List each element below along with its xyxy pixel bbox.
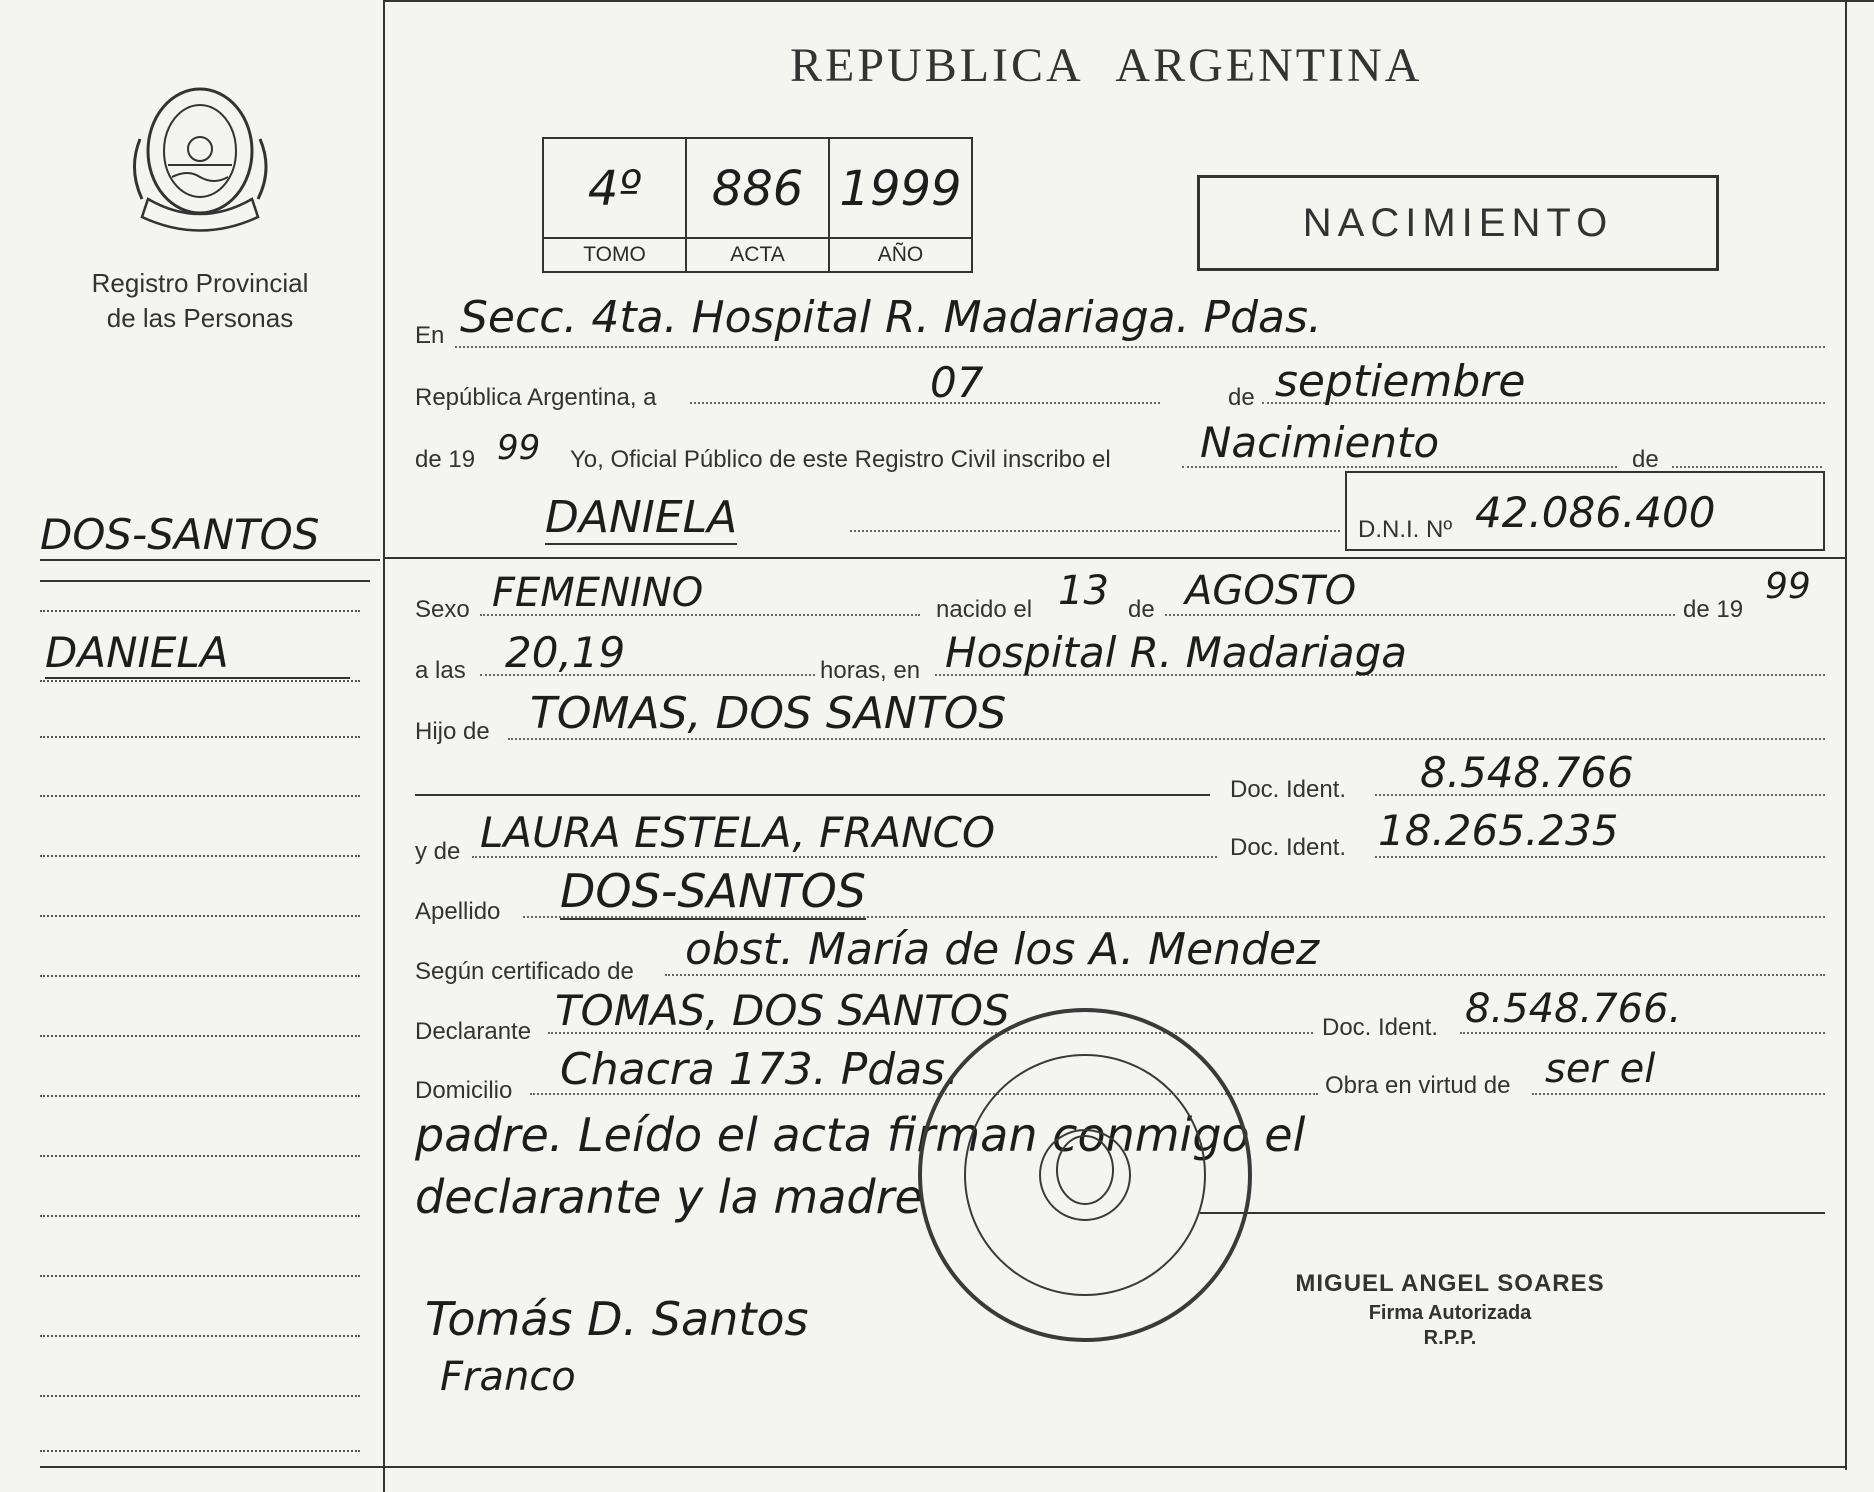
- acta-value: 886: [711, 161, 804, 217]
- registry-name: [40, 266, 360, 336]
- margin-line: [40, 1275, 360, 1277]
- nacido-label: nacido el: [936, 596, 1033, 623]
- alas-label: a las: [415, 657, 466, 684]
- remarks-end-line: [1200, 1212, 1825, 1214]
- margin-surname: DOS-SANTOS: [40, 510, 380, 561]
- year-prefix-label: de 19: [415, 446, 476, 473]
- birth-day: 13: [1058, 568, 1109, 614]
- remarks-line-1: padre. Leído el acta firman conmigo el: [415, 1108, 1306, 1162]
- certificado-label: Según certificado de: [415, 958, 634, 985]
- en-label: En: [415, 322, 445, 349]
- tomo-label: TOMO: [544, 237, 685, 271]
- misiones-emblem-icon: [128, 79, 273, 237]
- hijo-label: Hijo de: [415, 718, 490, 745]
- ano-value: 1999: [839, 161, 962, 217]
- inscribo-label: Yo, Oficial Público de este Registro Civil inscribo el: [570, 446, 1111, 473]
- declarante-value: TOMAS, DOS SANTOS: [555, 986, 1010, 1035]
- registry-seal-stamp: [910, 1000, 1260, 1350]
- margin-line: [40, 1335, 360, 1337]
- margin-line: [40, 915, 360, 917]
- mother-doc-label: Doc. Ident.: [1230, 834, 1347, 861]
- tomo-box: [544, 139, 687, 271]
- acta-label: ACTA: [687, 237, 828, 271]
- signature-declarante: Tomás D. Santos: [425, 1292, 809, 1346]
- en-value: Secc. 4ta. Hospital R. Madariaga. Pdas.: [460, 292, 1322, 343]
- child-name-line: [850, 530, 1340, 532]
- declarante-doc-label: Doc. Ident.: [1322, 1014, 1439, 1041]
- father-extra-line: [415, 794, 1210, 796]
- domicilio-value: Chacra 173. Pdas.: [560, 1044, 960, 1095]
- sexo-value: FEMENINO: [492, 570, 704, 616]
- remarks-line-2: declarante y la madre: [415, 1170, 923, 1224]
- father-value: TOMAS, DOS SANTOS: [530, 688, 1007, 739]
- margin-line: [40, 1035, 360, 1037]
- father-doc: 8.548.766: [1420, 748, 1634, 797]
- declarante-label: Declarante: [415, 1018, 532, 1045]
- day-line: [690, 402, 1160, 404]
- obra-line: [1532, 1093, 1825, 1095]
- yde-label: y de: [415, 838, 461, 865]
- form-right-border: [1845, 0, 1847, 1470]
- birth-month: AGOSTO: [1185, 568, 1357, 614]
- margin-line: [40, 610, 360, 612]
- declarante-doc: 8.548.766.: [1465, 986, 1682, 1032]
- mother-value: LAURA ESTELA, FRANCO: [480, 808, 996, 857]
- record-type-box: NACIMIENTO: [1197, 175, 1719, 271]
- apellido-label: Apellido: [415, 898, 501, 925]
- horas-label: horas, en: [820, 657, 921, 684]
- margin-line: [40, 1215, 360, 1217]
- month-value: septiembre: [1275, 356, 1526, 407]
- birth-year: 99: [1765, 566, 1811, 607]
- official-org: R.P.P.: [1423, 1327, 1477, 1349]
- sexo-label: Sexo: [415, 596, 470, 623]
- margin-line: [40, 795, 360, 797]
- form-bottom-border: [40, 1466, 1846, 1468]
- registry-name-line-2: de las Personas: [106, 303, 294, 333]
- republica-label: República Argentina, a: [415, 384, 657, 411]
- hour-value: 20,19: [505, 628, 626, 677]
- day-value: 07: [930, 358, 984, 407]
- domicilio-label: Domicilio: [415, 1077, 513, 1104]
- de-label: de: [1228, 384, 1255, 411]
- margin-line: [40, 736, 360, 738]
- margin-rule: [40, 580, 370, 582]
- official-name: MIGUEL ANGEL SOARES: [1295, 1270, 1605, 1297]
- de3-label: de: [1128, 596, 1155, 623]
- margin-line: [40, 1095, 360, 1097]
- father-doc-label: Doc. Ident.: [1230, 776, 1347, 803]
- mother-doc: 18.265.235: [1378, 806, 1619, 855]
- official-stamp: [1260, 1270, 1640, 1350]
- obra-label: Obra en virtud de: [1325, 1072, 1511, 1099]
- document-title: REPUBLICA ARGENTINA: [790, 39, 1423, 92]
- ano-box: [830, 139, 971, 271]
- inscribo-value: Nacimiento: [1200, 418, 1440, 467]
- record-number-boxes: [542, 137, 973, 273]
- apellido-value: DOS-SANTOS: [560, 864, 867, 918]
- form-top-border: [385, 0, 1874, 2]
- section-divider: [383, 557, 1846, 559]
- de2-line: [1672, 466, 1822, 468]
- de2-label: de: [1632, 446, 1659, 473]
- declarante-doc-line: [1460, 1032, 1825, 1034]
- registry-name-line-1: Registro Provincial: [91, 268, 309, 298]
- signature-mother: Franco: [440, 1354, 576, 1400]
- margin-given-name: DANIELA: [45, 628, 350, 679]
- margin-line: [40, 1155, 360, 1157]
- en-line: [455, 346, 1825, 348]
- margin-line: [40, 1450, 360, 1452]
- official-title: Firma Autorizada: [1368, 1302, 1532, 1324]
- dni-label: D.N.I. Nº: [1358, 516, 1453, 543]
- de19-label: de 19: [1683, 596, 1744, 623]
- form-column-divider: [383, 0, 385, 1492]
- mother-doc-line: [1375, 856, 1825, 858]
- acta-box: [687, 139, 830, 271]
- birth-month-line: [1165, 614, 1675, 616]
- certificado-value: obst. María de los A. Mendez: [685, 924, 1320, 975]
- margin-line: [40, 855, 360, 857]
- year-value: 99: [497, 428, 541, 468]
- place-value: Hospital R. Madariaga: [945, 628, 1408, 677]
- child-name: DANIELA: [545, 492, 738, 543]
- margin-line: [40, 975, 360, 977]
- margin-line: [40, 680, 360, 682]
- dni-value: 42.086.400: [1475, 488, 1716, 537]
- tomo-value: 4º: [587, 161, 642, 217]
- obra-value: ser el: [1545, 1046, 1656, 1092]
- margin-line: [40, 1395, 360, 1397]
- ano-label: AÑO: [830, 237, 971, 271]
